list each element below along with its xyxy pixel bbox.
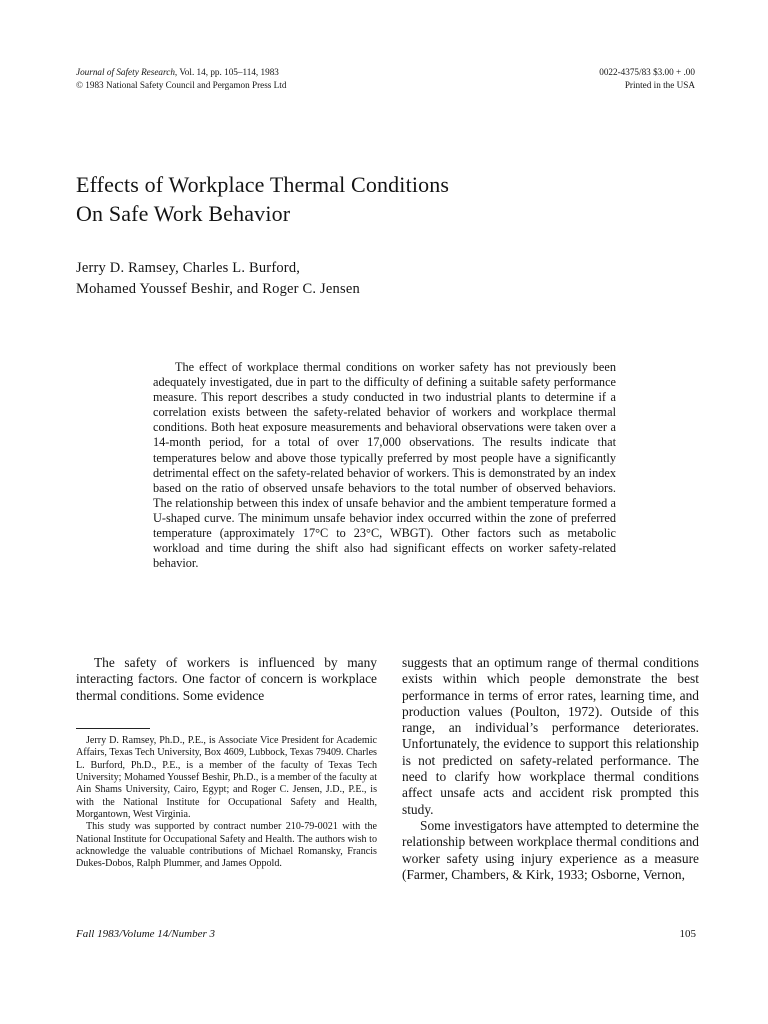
author-list [76, 258, 360, 300]
article-code-block [599, 66, 695, 91]
journal-name: Journal of Safety Research [76, 67, 175, 77]
issue-footer: Fall 1983/Volume 14/Number 3 [76, 928, 216, 940]
journal-citation [76, 66, 286, 91]
authors-line-1: Jerry D. Ramsey, Charles L. Burford, [76, 260, 301, 276]
page-number: 105 [679, 928, 696, 940]
right-column [402, 655, 699, 883]
authors-line-2: Mohamed Youssef Beshir, and Roger C. Jensen [76, 281, 360, 297]
title-line-1: Effects of Workplace Thermal Conditions [76, 172, 450, 197]
intro-paragraph: The safety of workers is influenced by many interacting factors. One factor of concern is workplace thermal conditions. Some evidence [76, 655, 377, 703]
article-title [76, 170, 696, 228]
journal-reference-line [76, 66, 286, 79]
printed-location: Printed in the USA [624, 79, 695, 90]
body-paragraph-continued: suggests that an optimum range of thermal conditions exists within which people demonstrate the best performance in terms of error rates, learning time, and production values (Poulton, 1972). Outside of this range, an individual’s performance deteriorates. Unfortunately, the evidence to support this relationship is not predicted on safety-related performance. The need to clarify how workplace thermal conditions affect unsafe acts and accident risk prompted this study. [402, 655, 699, 817]
title-line-2: On Safe Work Behavior [76, 201, 291, 226]
body-paragraph: Some investigators have attempted to determine the relationship between workplace thermal conditions and worker safety using injury experience as a measure (Farmer, Chambers, & Kirk, 1933; Osborne, Vernon, [402, 817, 699, 882]
left-column [76, 655, 377, 871]
funding-footnote: This study was supported by contract number 210-79-0021 with the National Institute for Occupational Safety and Health. The authors wish to acknowledge the valuable contributions of Michael Romansky, Francis Dukes-Dobos, Ralph Plummer, and James Oppold. [76, 821, 377, 870]
footnote-divider [76, 728, 150, 729]
abstract: The effect of workplace thermal conditions on worker safety has not previously been adequately investigated, due in part to the difficulty of defining a suitable safety performance measure. This report describes a study conducted in two industrial plants to determine if a correlation exists between the safety-related behavior of workers and workplace thermal conditions. Both heat exposure measurements and behavioral observations were taken over a 14-month period, for a total of over 17,000 observations. The results indicate that temperatures below and above those typically preferred by most people have a significantly detrimental effect on the safety-related behavior of workers. This is demonstrated by an index based on the ratio of observed unsafe behaviors to the total number of observed behaviors. The relationship between this index of unsafe behavior and the ambient temperature formed a U-shaped curve. The minimum unsafe behavior index occurred within the zone of preferred temperature (approximately 17°C to 23°C, WBGT). Other factors such as metabolic workload and time during the shift also had significant effects on worker safety-related behavior. [153, 360, 616, 571]
journal-volume-pages: , Vol. 14, pp. 105–114, 1983 [174, 67, 279, 77]
article-code: 0022-4375/83 $3.00 + .00 [599, 67, 695, 77]
copyright-line: © 1983 National Safety Council and Pergamon Press Ltd [76, 79, 287, 90]
author-affiliation-footnote: Jerry D. Ramsey, Ph.D., P.E., is Associate Vice President for Academic Affairs, Texas Tech University, Box 4609, Lubbock, Texas 79409. Charles L. Burford, Ph.D., P.E., is a member of the faculty of Texas Tech University; Mohamed Youssef Beshir, Ph.D., is a member of the faculty at Ain Shams University, Cairo, Egypt; and Roger C. Jensen, J.D., P.E., is with the National Institute for Occupational Safety and Health, Morgantown, West Virginia. [76, 734, 377, 820]
